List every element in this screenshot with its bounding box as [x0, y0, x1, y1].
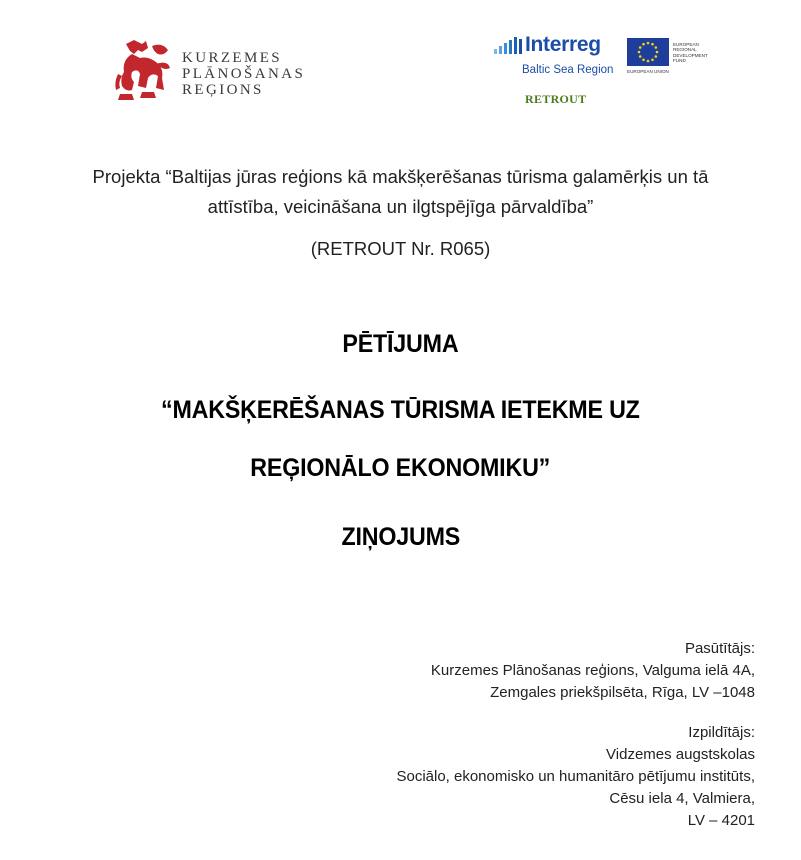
eu-fund-line-1: EUROPEAN	[673, 42, 699, 47]
interreg-bars-icon	[494, 36, 524, 58]
retrout-tag: RETROUT	[525, 92, 587, 106]
title-line-1: PĒTĪJUMA	[342, 330, 459, 358]
client-line-1: Kurzemes Plānošanas reģions, Valguma ielā 4A,	[430, 662, 755, 679]
project-number: (RETROUT Nr. R065)	[310, 238, 491, 259]
contractor-line-4: LV – 4201	[687, 812, 755, 829]
title-line-3: REĢIONĀLO EKONOMIKU”	[250, 454, 551, 482]
eu-fund-line-2: REGIONAL	[673, 47, 697, 53]
kpr-wordmark	[182, 50, 305, 98]
baltic-sea-region-label: Baltic Sea Region	[522, 64, 614, 76]
eu-fund-line-3: DEVELOPMENT	[673, 52, 708, 58]
contractor-line-3: Cēsu iela 4, Valmiera,	[609, 790, 755, 807]
red-lion-icon	[112, 38, 174, 104]
title-line-4: ZIŅOJUMS	[341, 523, 460, 551]
kurzeme-planning-region-logo	[112, 38, 322, 104]
kpr-line-2: PLĀNOŠANAS	[182, 66, 306, 82]
title-line-2: “MAKŠĶERĒŠANAS TŪRISMA IETEKME UZ	[161, 396, 640, 424]
interreg-wordmark: Interreg	[525, 33, 601, 56]
eu-union-label: EUROPEAN UNION	[627, 69, 669, 74]
kpr-line-3: REĢIONS	[182, 82, 264, 98]
contractor-label: Izpildītājs:	[688, 724, 755, 741]
contractor-line-2: Sociālo, ekonomisko un humanitāro pētījumu institūts,	[396, 768, 755, 785]
client-line-2: Zemgales priekšpilsēta, Rīga, LV –1048	[490, 684, 755, 701]
interreg-logo	[492, 33, 708, 112]
client-label: Pasūtītājs:	[684, 640, 755, 657]
kpr-line-1: KURZEMES	[182, 50, 283, 66]
eu-flag-icon	[627, 38, 669, 66]
eu-fund-label	[673, 42, 707, 64]
contractor-block	[396, 722, 755, 832]
project-line-1: Projekta “Baltijas jūras reģions kā makšķerēšanas tūrisma galamērķis un tā	[92, 166, 709, 187]
eu-fund-line-4: FUND	[673, 58, 686, 64]
project-line-2: attīstība, veicināšana un ilgtspējīga pārvaldība”	[207, 196, 594, 217]
client-block	[431, 638, 755, 704]
contractor-line-1: Vidzemes augstskolas	[606, 746, 755, 763]
